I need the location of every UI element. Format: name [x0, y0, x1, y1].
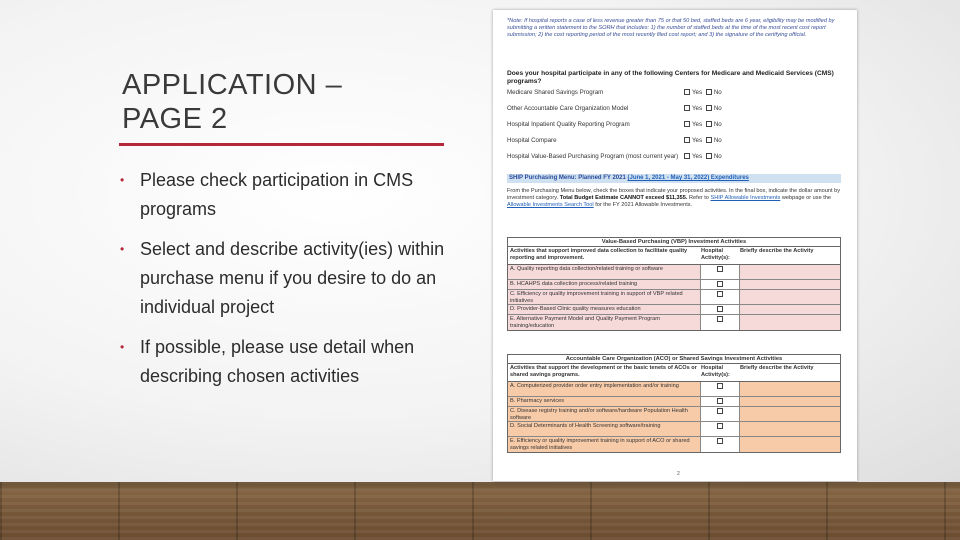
table-row	[508, 305, 840, 315]
program-row	[507, 121, 847, 133]
table-header-row	[508, 247, 840, 265]
activity-checkbox[interactable]	[717, 398, 723, 404]
title-line-2: PAGE 2	[122, 103, 228, 135]
describe-field[interactable]	[739, 280, 840, 289]
document-note: *Note: If hospital reports a case of less revenue greater than 75 or that 50 bed, staffed beds are 6 year, eligibility may be modified by submitting a written statement to the SORH that includes: 1) the number of staffed beds at the time of the most recent cost report submission; 2) the cost reporting period of the most recently filed cost report; and 3) the signature of the certifying official.	[507, 18, 835, 38]
activity-label: A. Computerized provider order entry implementation and/or training	[508, 382, 700, 396]
table-row	[508, 407, 840, 422]
bullet-item	[118, 333, 448, 391]
column-header-activities: Activities that support improved data collection to facilitate quality reporting and improvement.	[510, 248, 688, 261]
column-header-describe: Briefly describe the Activity	[740, 248, 814, 254]
bullet-item	[118, 166, 448, 224]
instruction-text: Refer to	[689, 195, 709, 201]
program-label: Other Accountable Care Organization Model	[507, 105, 629, 112]
table-row	[508, 290, 840, 305]
describe-field[interactable]	[739, 407, 840, 421]
yes-label: Yes	[692, 137, 703, 144]
table-row	[508, 315, 840, 330]
title-line-1: APPLICATION –	[122, 69, 343, 101]
describe-field[interactable]	[739, 315, 840, 330]
column-header-activities: Activities that support the development or the basic tenets of ACOs or shared savings programs.	[510, 365, 697, 378]
no-label: No	[713, 105, 722, 112]
activity-checkbox[interactable]	[717, 423, 723, 429]
yes-checkbox[interactable]	[684, 89, 690, 95]
describe-field[interactable]	[739, 265, 840, 279]
program-row	[507, 137, 847, 149]
table-row	[508, 397, 840, 407]
describe-field[interactable]	[739, 397, 840, 406]
bullet-dot-icon: •	[120, 340, 125, 354]
bullet-dot-icon: •	[120, 173, 125, 187]
describe-field[interactable]	[739, 382, 840, 396]
activity-label: B. HCAHPS data collection process/related training	[508, 280, 700, 289]
activity-label: C. Efficiency or quality improvement training in support of VBP related initiatives	[508, 290, 700, 304]
instruction-text: webpage or use the	[781, 195, 832, 201]
page-number: 2	[677, 471, 680, 477]
activity-label: C. Disease registry training and/or software/hardware Population Health software	[508, 407, 700, 421]
instruction-text: From the Purchasing Menu below, check the boxes that indicate your proposed activities. In the final box, indicate the dollar amount by investment category.	[507, 188, 841, 201]
yes-checkbox[interactable]	[684, 105, 690, 111]
activity-checkbox[interactable]	[717, 383, 723, 389]
activity-label: E. Efficiency or quality improvement training in support of ACO or shared savings related initiatives	[508, 437, 700, 452]
program-label: Hospital Value-Based Purchasing Program (most current year)	[507, 153, 679, 160]
activity-checkbox[interactable]	[717, 438, 723, 444]
describe-field[interactable]	[739, 422, 840, 436]
slide-title	[122, 68, 452, 136]
vbp-activities-table	[507, 237, 841, 331]
no-label: No	[713, 121, 722, 128]
yes-label: Yes	[692, 121, 703, 128]
table-header-row	[508, 364, 840, 382]
bullet-text: Select and describe activity(ies) within purchase menu if you desire to do an individual project	[140, 239, 445, 317]
yes-label: Yes	[692, 105, 703, 112]
floor-shadow	[0, 482, 960, 492]
cms-question: Does your hospital participate in any of the following Centers for Medicare and Medicaid Services (CMS) programs?	[507, 70, 834, 85]
yes-checkbox[interactable]	[684, 137, 690, 143]
program-label: Medicare Shared Savings Program	[507, 89, 604, 96]
bullet-list	[118, 166, 448, 402]
yes-checkbox[interactable]	[684, 153, 690, 159]
no-checkbox[interactable]	[706, 89, 712, 95]
program-row	[507, 105, 847, 117]
describe-field[interactable]	[739, 290, 840, 304]
activity-checkbox[interactable]	[717, 266, 723, 272]
table-row	[508, 382, 840, 397]
title-underline	[119, 143, 444, 146]
program-row	[507, 153, 847, 165]
activity-label: B. Pharmacy services	[508, 397, 700, 406]
bullet-item	[118, 235, 448, 322]
table-row	[508, 437, 840, 452]
bullet-text: If possible, please use detail when describing chosen activities	[140, 337, 415, 386]
yes-label: Yes	[692, 153, 703, 160]
activity-checkbox[interactable]	[717, 316, 723, 322]
allowable-investments-link[interactable]: SHIP Allowable Investments	[710, 195, 781, 201]
column-header-hospital: Hospital Activity(s):	[701, 248, 730, 261]
describe-field[interactable]	[739, 437, 840, 452]
purchasing-menu-heading	[507, 174, 841, 183]
instruction-text: for the FY 2021 Allowable Investments.	[595, 202, 693, 208]
no-checkbox[interactable]	[706, 105, 712, 111]
activity-checkbox[interactable]	[717, 306, 723, 312]
activity-checkbox[interactable]	[717, 291, 723, 297]
no-checkbox[interactable]	[706, 121, 712, 127]
no-checkbox[interactable]	[706, 153, 712, 159]
activity-label: D. Provider-Based Clinic quality measures education	[508, 305, 700, 314]
column-header-hospital: Hospital Activity(s):	[701, 365, 730, 378]
purchasing-menu-instructions	[507, 188, 841, 209]
program-label: Hospital Compare	[507, 137, 557, 144]
purchasing-menu-title: SHIP Purchasing Menu: Planned FY 2021	[509, 175, 626, 181]
search-tool-link[interactable]: Allowable Investments Search Tool	[507, 202, 594, 208]
activity-checkbox[interactable]	[717, 281, 723, 287]
activity-checkbox[interactable]	[717, 408, 723, 414]
program-row	[507, 89, 847, 101]
activity-label: A. Quality reporting data collection/related training or software	[508, 265, 700, 279]
table-row	[508, 422, 840, 437]
no-label: No	[713, 153, 722, 160]
budget-limit-text: Total Budget Estimate CANNOT exceed $11,355.	[559, 195, 688, 201]
bullet-dot-icon: •	[120, 242, 125, 256]
table-row	[508, 280, 840, 290]
no-checkbox[interactable]	[706, 137, 712, 143]
purchasing-menu-dates: (June 1, 2021 - May 31, 2022) Expenditures	[627, 175, 749, 181]
table-row	[508, 265, 840, 280]
yes-label: Yes	[692, 89, 703, 96]
no-label: No	[713, 137, 722, 144]
activity-label: E. Alternative Payment Model and Quality Payment Program training/education	[508, 315, 700, 330]
aco-activities-table	[507, 354, 841, 453]
yes-checkbox[interactable]	[684, 121, 690, 127]
vbp-table-title: Value-Based Purchasing (VBP) Investment Activities	[508, 238, 840, 247]
column-header-describe: Briefly describe the Activity	[740, 365, 814, 371]
program-label: Hospital Inpatient Quality Reporting Program	[507, 121, 630, 128]
application-document-image	[493, 10, 857, 481]
activity-label: D. Social Determinants of Health Screening software/training	[508, 422, 700, 436]
describe-field[interactable]	[739, 305, 840, 314]
no-label: No	[713, 89, 722, 96]
bullet-text: Please check participation in CMS programs	[140, 170, 414, 219]
aco-table-title: Accountable Care Organization (ACO) or Shared Savings Investment Activities	[508, 355, 840, 364]
